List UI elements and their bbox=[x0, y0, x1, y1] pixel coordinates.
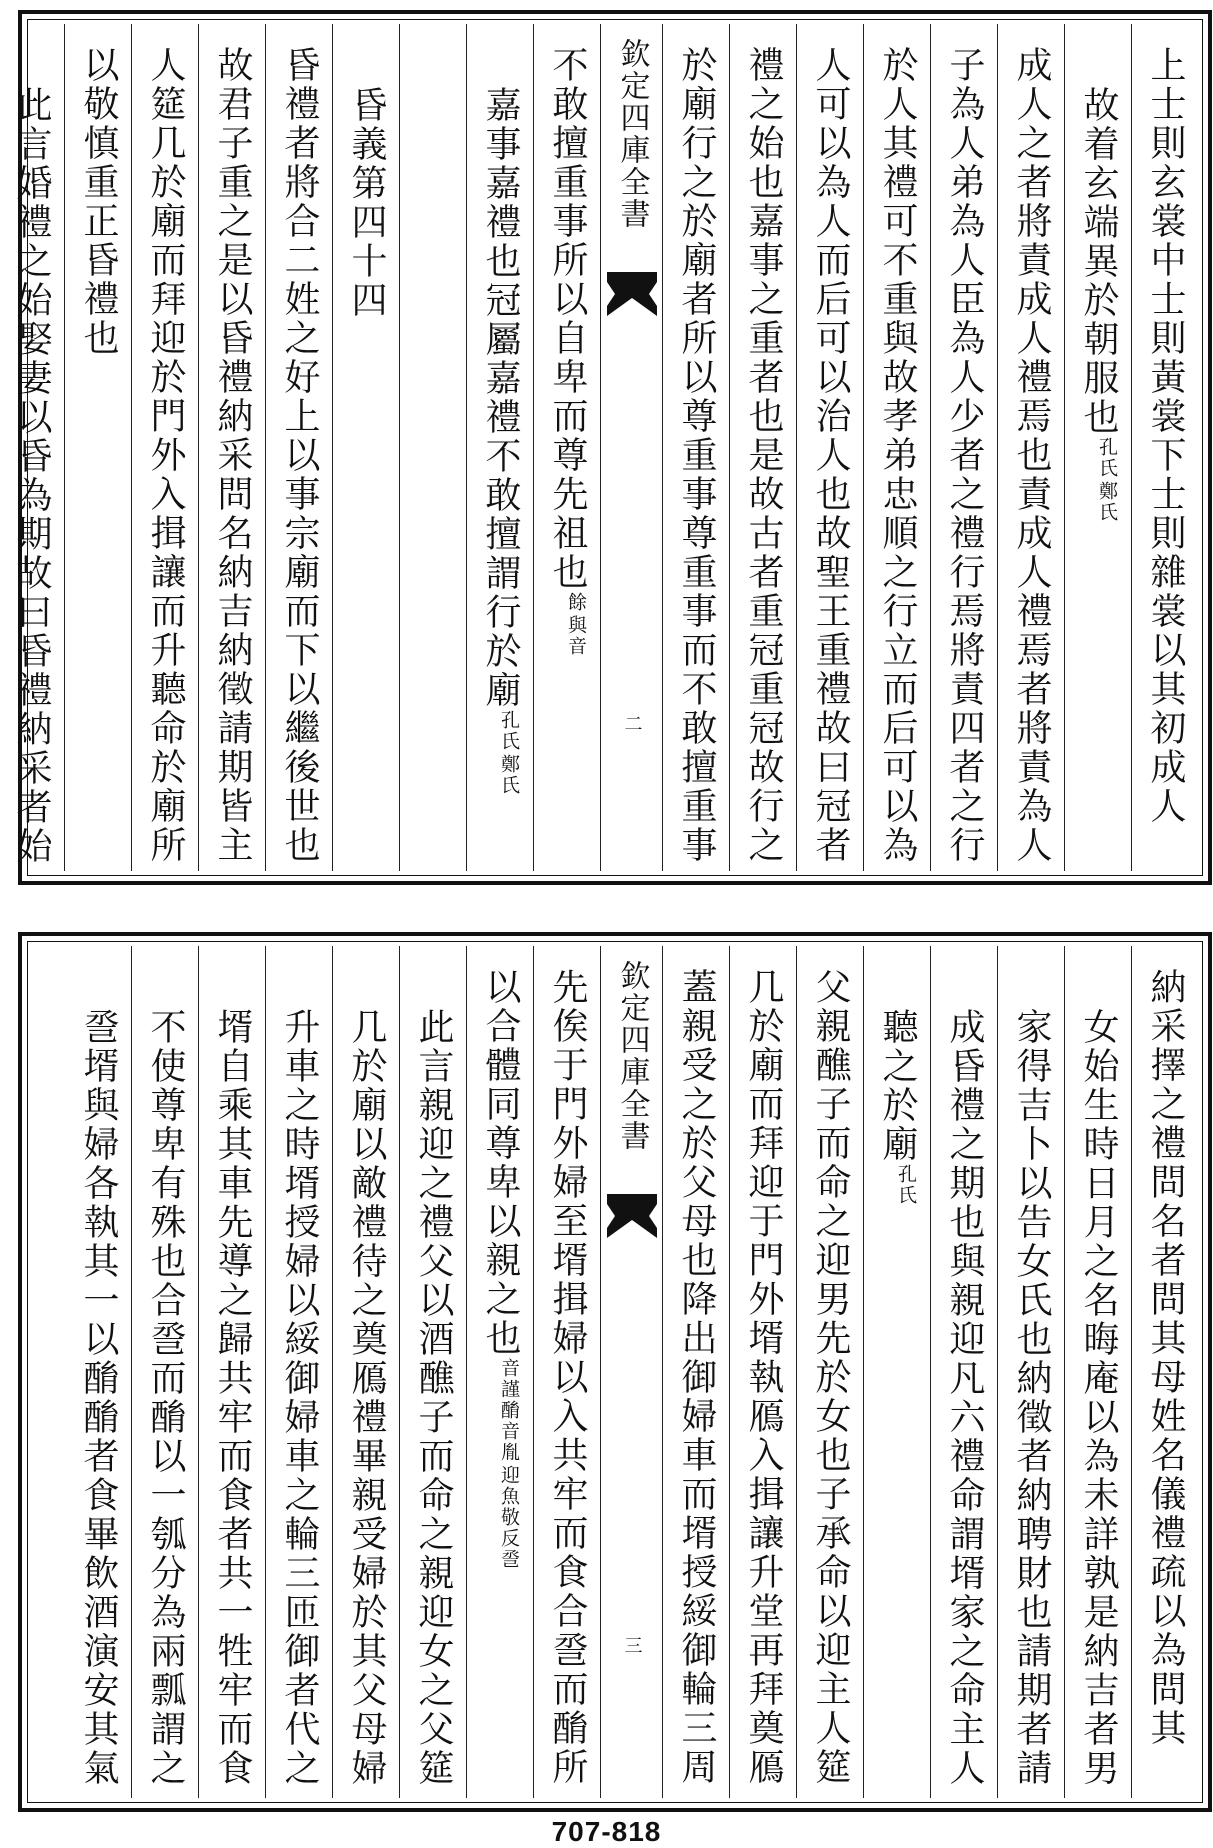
text-column bbox=[1131, 946, 1198, 1798]
folio-number: 三 bbox=[621, 1636, 643, 1654]
column-text bbox=[877, 1008, 918, 1206]
page-bottom bbox=[18, 932, 1212, 1812]
text-column bbox=[533, 946, 600, 1798]
text-column bbox=[131, 946, 198, 1798]
column-text: 父親醮子而命之迎男先於女也子承命以迎主人筵 bbox=[810, 968, 851, 1787]
column-text: 不使尊卑有殊也合巹而酳以一瓠分為兩瓢謂之 bbox=[145, 1008, 186, 1788]
volume-info bbox=[600, 384, 662, 460]
column-text: 禮之始也嘉事之重者也是故古者重冠重冠故行之 bbox=[743, 46, 784, 865]
annotation-note: 餘 bbox=[565, 592, 587, 613]
annotation-note: 鄭氏 bbox=[1096, 481, 1118, 523]
column-text bbox=[480, 968, 521, 1570]
book-title: 欽定四庫全書 bbox=[614, 960, 650, 1152]
text-column bbox=[466, 946, 533, 1798]
text-column bbox=[399, 946, 466, 1798]
text-column bbox=[662, 946, 729, 1798]
text-column bbox=[662, 24, 729, 871]
column-text: 此言婚禮之始娶妻以昏為期故曰昏禮納采者始 bbox=[11, 86, 52, 866]
column-text: 昏禮者將合二姓之好上以事宗廟而下以繼後世也 bbox=[279, 46, 320, 865]
text-column bbox=[64, 24, 131, 871]
chapter-heading: 昏義第四十四 bbox=[346, 86, 387, 320]
column-text bbox=[547, 46, 588, 657]
column-text: 此言親迎之禮父以酒醮子而命之親迎女之父筵 bbox=[413, 1008, 454, 1788]
column-text-main: 嘉事嘉禮也冠屬嘉禮不敢擅謂行於廟 bbox=[480, 86, 521, 710]
page-top bbox=[11, 10, 1212, 885]
column-text: 升車之時壻授婦以綏御婦車之輪三匝御者代之 bbox=[279, 1008, 320, 1788]
column-text: 先俟于門外婦至壻揖婦以入共牢而食合巹而酳所 bbox=[547, 968, 588, 1787]
text-column bbox=[332, 946, 399, 1798]
book-title: 欽定四庫全書 bbox=[614, 38, 650, 230]
page-number-footer: 707-818 bbox=[551, 1816, 662, 1847]
text-column bbox=[997, 24, 1064, 871]
text-column bbox=[466, 24, 533, 871]
column-text bbox=[480, 86, 521, 796]
text-column bbox=[1064, 24, 1131, 871]
column-text: 納采擇之禮問名者問其母姓名儀禮疏以為問其 bbox=[1145, 968, 1186, 1748]
fish-tail-mark-icon bbox=[607, 272, 657, 316]
annotation-note: 孔氏 bbox=[498, 710, 520, 752]
column-text: 上士則玄裳中士則黃裳下士則雜裳以其初成人 bbox=[1145, 46, 1186, 826]
text-column bbox=[198, 946, 265, 1798]
center-spine bbox=[600, 946, 662, 1798]
annotation-note: 音謹酳音胤 bbox=[498, 1358, 520, 1463]
annotation-note: 鄭氏 bbox=[498, 754, 520, 796]
column-text: 巹壻與婦各執其一以酳酳者食畢飲酒演安其氣 bbox=[78, 1008, 119, 1788]
text-column bbox=[796, 24, 863, 871]
annotation bbox=[498, 1358, 518, 1570]
annotation bbox=[498, 710, 518, 796]
text-column bbox=[332, 24, 399, 871]
column-text: 以敬慎重正昏禮也 bbox=[78, 46, 119, 358]
annotation bbox=[565, 592, 585, 657]
column-text: 人筵几於廟而拜迎於門外入揖讓而升聽命於廟所 bbox=[145, 46, 186, 865]
text-column bbox=[997, 946, 1064, 1798]
column-text-main: 以合體同尊卑以親之也 bbox=[480, 968, 521, 1358]
annotation bbox=[1096, 437, 1116, 523]
column-text: 几於廟以敵禮待之奠鴈禮畢親受婦於其父母婦 bbox=[346, 1008, 387, 1788]
annotation-note: 迎魚敬反巹 bbox=[498, 1465, 520, 1570]
column-text: 蓋親受之於父母也降出御婦車而壻授綏御輪三周 bbox=[676, 968, 717, 1787]
annotation-note: 與音 bbox=[565, 615, 587, 657]
column-text-main: 聽之於廟 bbox=[877, 1008, 918, 1164]
column-text: 人可以為人而后可以治人也故聖王重禮故曰冠者 bbox=[810, 46, 851, 865]
column-text: 女始生時日月之名晦庵以為未詳孰是納吉者男 bbox=[1078, 1008, 1119, 1788]
column-text bbox=[1078, 86, 1119, 523]
folio-number: 二 bbox=[621, 714, 643, 732]
text-column bbox=[533, 24, 600, 871]
text-column bbox=[265, 24, 332, 871]
volume-info bbox=[600, 1306, 662, 1382]
page-bottom-columns bbox=[32, 946, 1198, 1798]
column-text: 子為人弟為人臣為人少者之禮行焉將責四者之行 bbox=[944, 46, 985, 865]
column-text: 成人之者將責成人禮焉也責成人禮焉者將責為人 bbox=[1011, 46, 1052, 865]
annotation-note: 孔氏 bbox=[1096, 437, 1118, 479]
center-spine bbox=[600, 24, 662, 871]
text-column bbox=[198, 24, 265, 871]
text-column bbox=[796, 946, 863, 1798]
column-text-main: 故着玄端異於朝服也 bbox=[1078, 86, 1119, 437]
annotation bbox=[895, 1164, 915, 1206]
column-text: 成昏禮之期也與親迎凡六禮命謂壻家之命主人 bbox=[944, 1008, 985, 1788]
column-text: 於廟行之於廟者所以尊重事尊重事而不敢擅重事 bbox=[676, 46, 717, 865]
text-column bbox=[930, 946, 997, 1798]
text-column bbox=[265, 946, 332, 1798]
text-column bbox=[1064, 946, 1131, 1798]
annotation-note: 孔氏 bbox=[895, 1164, 917, 1206]
text-column bbox=[399, 24, 466, 871]
column-text: 於人其禮可不重與故孝弟忠順之行立而后可以為 bbox=[877, 46, 918, 865]
column-text: 壻自乘其車先導之歸共牢而食者共一牲牢而食 bbox=[212, 1008, 253, 1788]
page-top-columns bbox=[11, 24, 1198, 871]
fish-tail-mark-icon bbox=[607, 1194, 657, 1238]
text-column bbox=[729, 946, 796, 1798]
column-text: 几於廟而拜迎于門外壻執鴈入揖讓升堂再拜奠鴈 bbox=[743, 968, 784, 1787]
text-column bbox=[131, 24, 198, 871]
text-column bbox=[930, 24, 997, 871]
text-column bbox=[1131, 24, 1198, 871]
text-column bbox=[65, 946, 131, 1798]
column-text: 故君子重之是以昏禮納采問名納吉納徵請期皆主 bbox=[212, 46, 253, 865]
text-column bbox=[863, 24, 930, 871]
text-column bbox=[863, 946, 930, 1798]
column-text-main: 不敢擅重事所以自卑而尊先祖也 bbox=[547, 46, 588, 592]
column-text: 家得吉卜以告女氏也納徵者納聘財也請期者請 bbox=[1011, 1008, 1052, 1788]
text-column bbox=[729, 24, 796, 871]
text-column bbox=[0, 24, 64, 871]
